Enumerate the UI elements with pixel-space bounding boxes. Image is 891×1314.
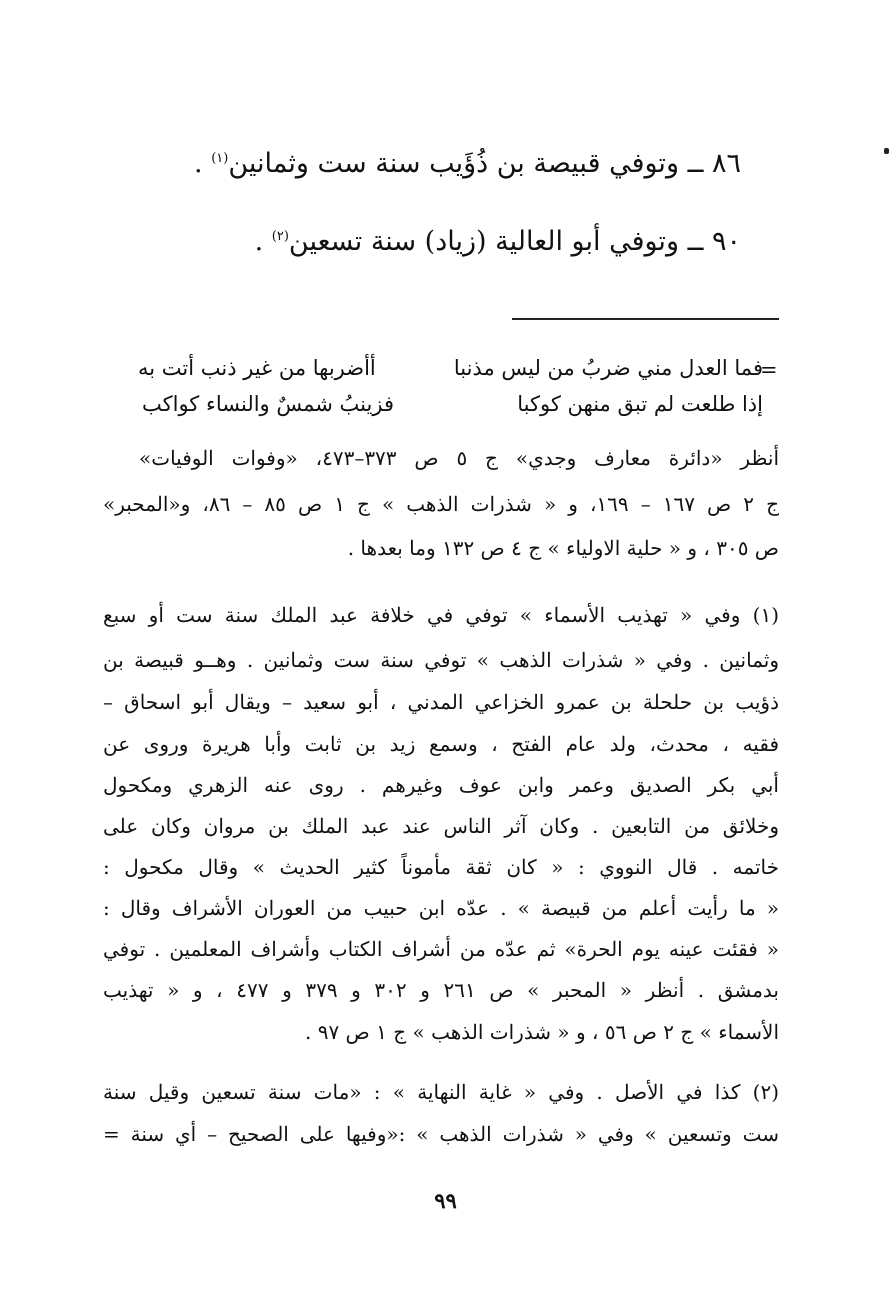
footnote-2-line: ست وتسعين » وفي « شذرات الذهب » :«وفيها على الصحيح – أي سنة =	[103, 1122, 779, 1146]
continuation-line: ص ٣٠٥ ، و « حلية الاولياء » ج ٤ ص ١٣٢ وما بعدها .	[347, 536, 779, 560]
footnote-1-line: أبي بكر الصديق وعمر وابن عوف وغيرهم . روى عنه الزهري ومكحول	[103, 773, 779, 797]
footnote-1-line: « فقئت عينه يوم الحرة» ثم عدّه من أشراف الكتاب وأشراف المعلمين . توفي	[103, 937, 779, 961]
verse-1-second-hemistich: أأضربها من غير ذنب أتت به	[138, 356, 376, 380]
footnote-1-line: بدمشق . أنظر « المحبر » ص ٢٦١ و ٣٠٢ و ٣٧٩ و ٤٧٧ ، و « تهذيب	[103, 978, 779, 1002]
footnote-separator	[512, 318, 779, 320]
margin-speck	[884, 148, 889, 154]
verse-2-first-hemistich: إذا طلعت لم تبق منهن كوكبا	[517, 392, 763, 416]
footnote-1-line: وخلائق من التابعين . وكان آثر الناس عند عبد الملك بن مروان وكان على	[103, 814, 779, 838]
footnote-1-line: « ما رأيت أعلم من قبيصة » . عدّه ابن حبيب من العوران الأشراف وقال :	[103, 896, 779, 920]
entry-90-end: .	[254, 226, 272, 257]
page-number: ٩٩	[434, 1188, 457, 1213]
footnote-1-line: الأسماء » ج ٢ ص ٥٦ ، و « شذرات الذهب » ج ١ ص ٩٧ .	[305, 1020, 779, 1044]
verse-2-second-hemistich: فزينبُ شمسٌ والنساء كواكب	[142, 392, 394, 416]
footnote-ref-1[interactable]: (١)	[211, 151, 229, 166]
footnote-1-line: فقيه ، محدث، ولد عام الفتح ، وسمع زيد بن ثابت وأبا هريرة وروى عن	[103, 732, 780, 756]
footnote-1-line: ذؤيب بن حلحلة بن عمرو الخزاعي المدني ، أبو سعيد – ويقال أبو اسحاق –	[103, 690, 779, 714]
continuation-line: أنظر «دائرة معارف وجدي» ج ٥ ص ٣٧٣–٤٧٣، «وفوات الوفيات»	[139, 446, 779, 470]
entry-86-text: ٨٦ ــ وتوفي قبيصة بن ذُؤَيب سنة ست وثمانين	[228, 148, 741, 179]
footnote-1-line: وثمانين . وفي « شذرات الذهب » توفي سنة ست وثمانين . وهــو قبيصة بن	[103, 648, 779, 672]
entry-86	[194, 148, 741, 179]
verse-1-first-hemistich: فما العدل مني ضربُ من ليس مذنبا	[453, 356, 763, 380]
footnote-1-line: خاتمه . قال النووي : « كان ثقة مأموناً كثير الحديث » وقال مكحول :	[103, 855, 779, 879]
footnote-1-line: (١) وفي « تهذيب الأسماء » توفي في خلافة عبد الملك سنة ست أو سبع	[103, 603, 779, 627]
entry-90-text: ٩٠ ــ وتوفي أبو العالية (زياد) سنة تسعين	[288, 226, 741, 257]
footnote-2-line: (٢) كذا في الأصل . وفي « غاية النهاية » : «مات سنة تسعين وقيل سنة	[103, 1080, 779, 1104]
continuation-mark: =	[760, 358, 778, 382]
footnote-ref-2[interactable]: (٢)	[271, 229, 289, 244]
entry-90	[255, 226, 741, 257]
continuation-line: ج ٢ ص ١٦٧ – ١٦٩، و « شذرات الذهب » ج ١ ص ٨٥ – ٨٦، و«المحبر»	[103, 492, 779, 516]
entry-86-end: .	[194, 148, 212, 179]
